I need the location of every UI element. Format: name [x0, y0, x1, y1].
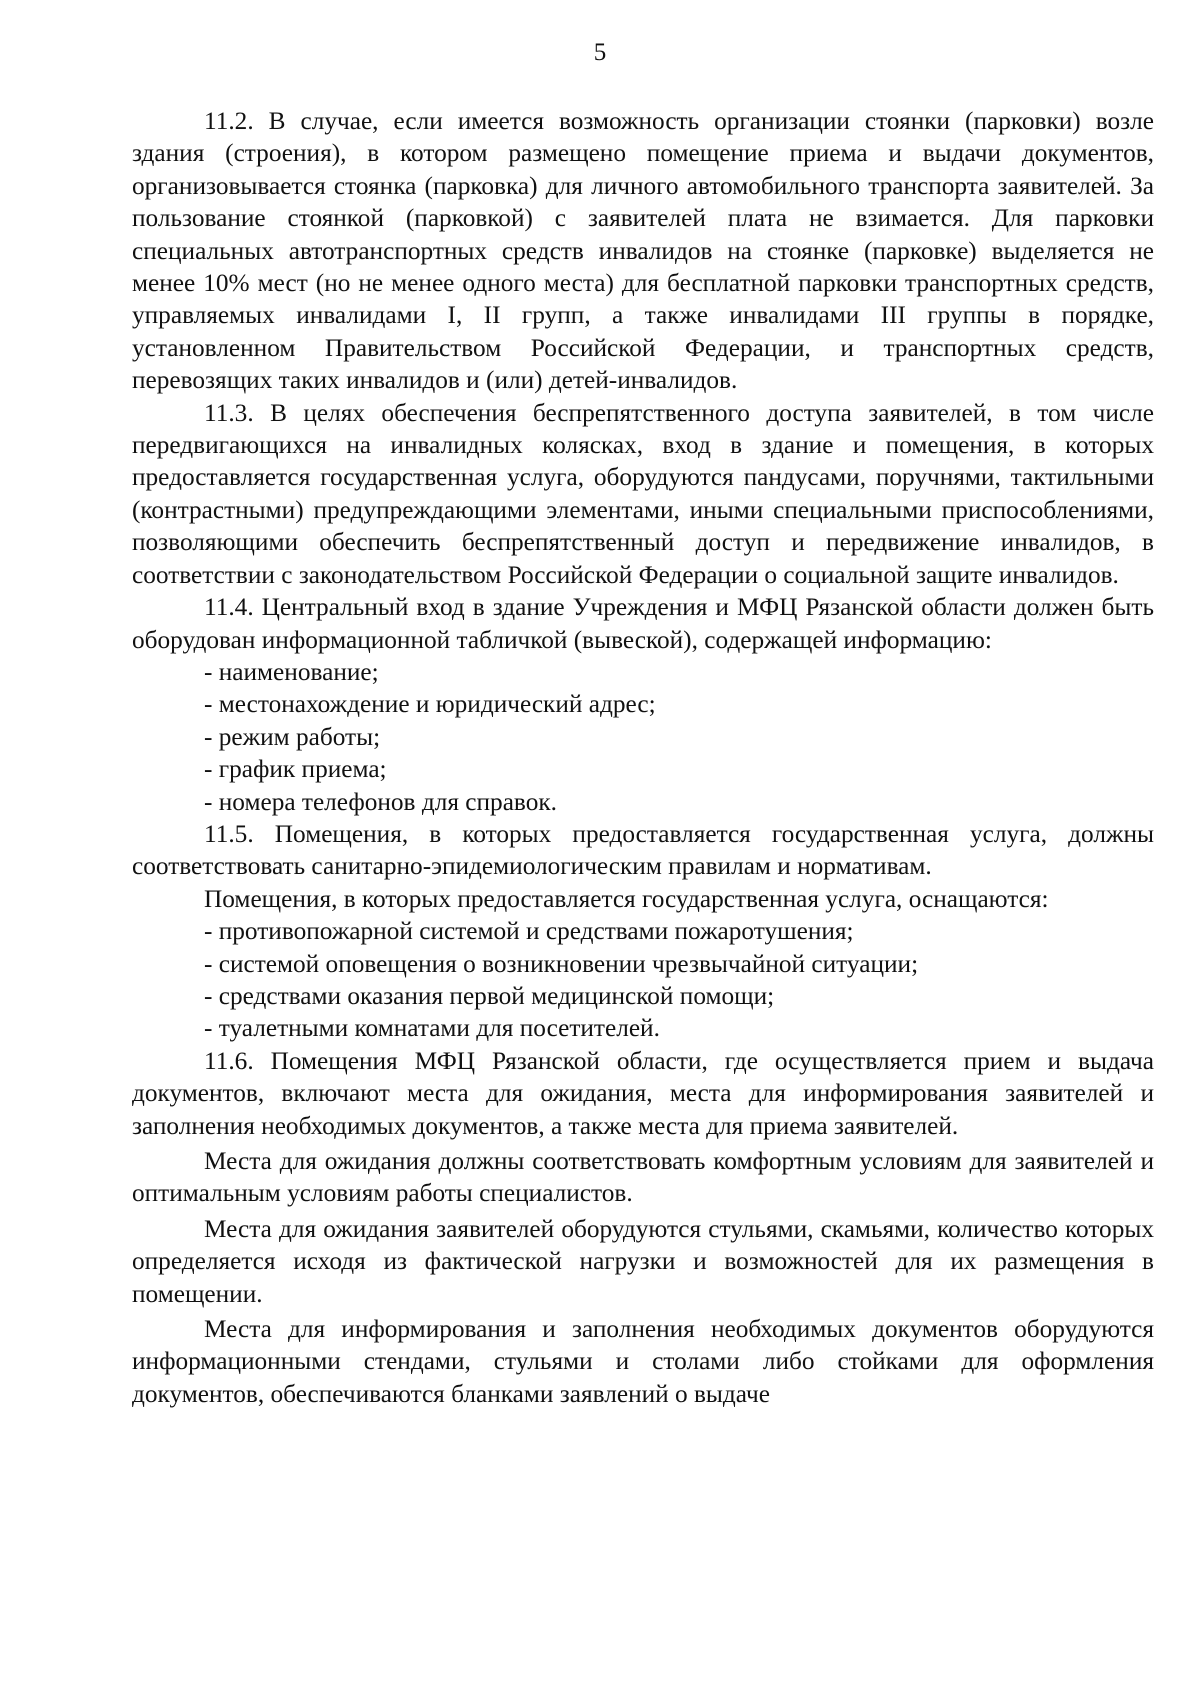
list-item: - средствами оказания первой медицинской помощи;	[204, 981, 775, 1010]
list-item: - график приема;	[204, 755, 387, 784]
document-body	[132, 105, 1154, 1410]
list-item: - наименование;	[204, 657, 379, 686]
paragraph-11-5-equipment: Помещения, в которых предоставляется государственная услуга, оснащаются:	[204, 884, 1049, 913]
list-item: - режим работы;	[204, 722, 381, 751]
list-item: - номера телефонов для справок.	[204, 787, 557, 816]
paragraph-11-2: 11.2. В случае, если имеется возможность организации стоянки (парковки) возле здания (строения), в котором размещено помещение приема и выдачи документов, организовывается стоянка (парковка) для личного автомобильного транспорта заявителей. За пользование стоянкой (парковкой) с заявителей плата не взимается. Для парковки специальных автотранспортных средств инвалидов на стоянке (парковке) выделяется не менее 10% мест (но не менее одного места) для бесплатной парковки транспортных средств, управляемых инвалидами I, II групп, а также инвалидами III группы в порядке, установленном Правительством Российской Федерации, и транспортных средств, перевозящих таких инвалидов и (или) детей-инвалидов.	[132, 107, 1154, 395]
paragraph-11-6: 11.6. Помещения МФЦ Рязанской области, где осуществляется прием и выдача документов, включают места для ожидания, места для информирования заявителей и заполнения необходимых документов, а также места для приема заявителей.	[132, 1046, 1154, 1140]
list-item: - противопожарной системой и средствами пожаротушения;	[204, 917, 854, 946]
paragraph-info-places: Места для информирования и заполнения необходимых документов оборудуются информационными стендами, стульями и столами либо стойками для оформления документов, обеспечиваются бланками заявлений о выдаче	[132, 1315, 1154, 1408]
page-number: 5	[593, 39, 607, 66]
paragraph-waiting-places: Места для ожидания должны соответствовать комфортным условиям для заявителей и оптимальным условиям работы специалистов.	[132, 1147, 1154, 1208]
list-item: - местонахождение и юридический адрес;	[204, 690, 656, 719]
signage-info-list	[132, 656, 1154, 818]
paragraph-11-3: 11.3. В целях обеспечения беспрепятственного доступа заявителей, в том числе передвигающихся на инвалидных колясках, вход в здание и помещения, в которых предоставляется государственная услуга, оборудуются пандусами, поручнями, тактильными (контрастными) предупреждающими элементами, иными специальными приспособлениями, позволяющими обеспечить беспрепятственный доступ и передвижение инвалидов, в соответствии с законодательством Российской Федерации о социальной защите инвалидов.	[132, 398, 1154, 589]
equipment-list	[132, 915, 1154, 1045]
paragraph-waiting-furniture: Места для ожидания заявителей оборудуются стульями, скамьями, количество которых определяется исходя из фактической нагрузки и возможностей для их размещения в помещении.	[132, 1214, 1154, 1308]
paragraph-11-4: 11.4. Центральный вход в здание Учреждения и МФЦ Рязанской области должен быть оборудован информационной табличкой (вывеской), содержащей информацию:	[132, 593, 1154, 654]
paragraph-11-5: 11.5. Помещения, в которых предоставляется государственная услуга, должны соответствовать санитарно-эпидемиологическим правилам и нормативам.	[132, 819, 1154, 881]
list-item: - системой оповещения о возникновении чрезвычайной ситуации;	[204, 949, 919, 978]
list-item: - туалетными комнатами для посетителей.	[204, 1014, 660, 1043]
